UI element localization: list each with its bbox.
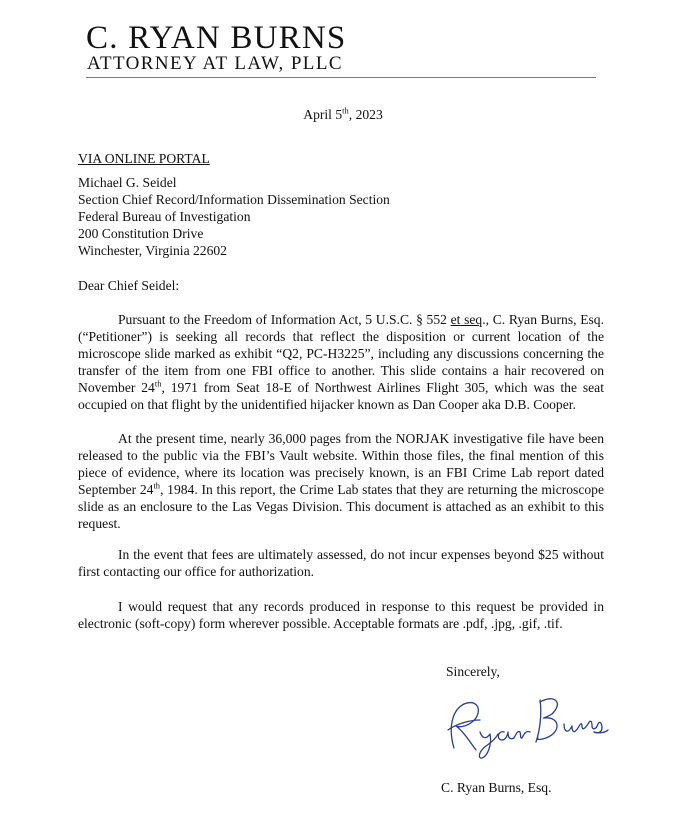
recipient-organization: Federal Bureau of Investigation xyxy=(78,209,251,224)
letter-date: April 5th, 2023 xyxy=(303,105,383,122)
paragraph-1: Pursuant to the Freedom of Information Act, 5 U.S.C. § 552 et seq., C. Ryan Burns, Esq. (“Petitioner”) is seeking all records that reflect the disposition or current location of the microscope slide marked as exhibit “Q2, PC-H3225”, including any discussions concerning the transfer of the item from one FBI office to another. This slide contains a hair recovered on November 24th, 1971 from Seat 18-E of Northwest Airlines Flight 305, which was the seat occupied on that flight by the unidentified hijacker known as Dan Cooper aka D.B. Cooper. xyxy=(78,312,604,412)
salutation: Dear Chief Seidel: xyxy=(78,278,180,293)
delivery-method: VIA ONLINE PORTAL xyxy=(78,151,210,166)
letterhead-rule xyxy=(86,77,596,78)
paragraph-4: I would request that any records produced in response to this request be provided in electronic (soft-copy) form wherever possible. Acceptable formats are .pdf, .jpg, .gif, .tif. xyxy=(78,599,604,631)
closing: Sincerely, xyxy=(446,664,500,679)
handwritten-signature xyxy=(440,690,610,760)
recipient-street: 200 Constitution Drive xyxy=(78,226,204,241)
paragraph-2: At the present time, nearly 36,000 pages from the NORJAK investigative file have been released to the public via the FBI’s Vault website. Within those files, the final mention of this piece of evidence, where its location was precisely known, is an FBI Crime Lab report dated September 24th, 1984. In this report, the Crime Lab states that they are returning the microscope slide as an enclosure to the Las Vegas Division. This document is attached as an exhibit to this request. xyxy=(78,431,605,531)
letterhead-name: C. RYAN BURNS xyxy=(86,20,347,56)
paragraph-3: In the event that fees are ultimately assessed, do not incur expenses beyond $25 without first contacting our office for authorization. xyxy=(78,547,604,579)
recipient-city: Winchester, Virginia 22602 xyxy=(78,243,227,258)
letterhead-subtitle: ATTORNEY AT LAW, PLLC xyxy=(87,53,343,74)
signer-name: C. Ryan Burns, Esq. xyxy=(441,780,552,795)
recipient-title: Section Chief Record/Information Dissemination Section xyxy=(78,192,390,207)
recipient-address xyxy=(78,174,390,259)
recipient-name: Michael G. Seidel xyxy=(78,175,177,190)
